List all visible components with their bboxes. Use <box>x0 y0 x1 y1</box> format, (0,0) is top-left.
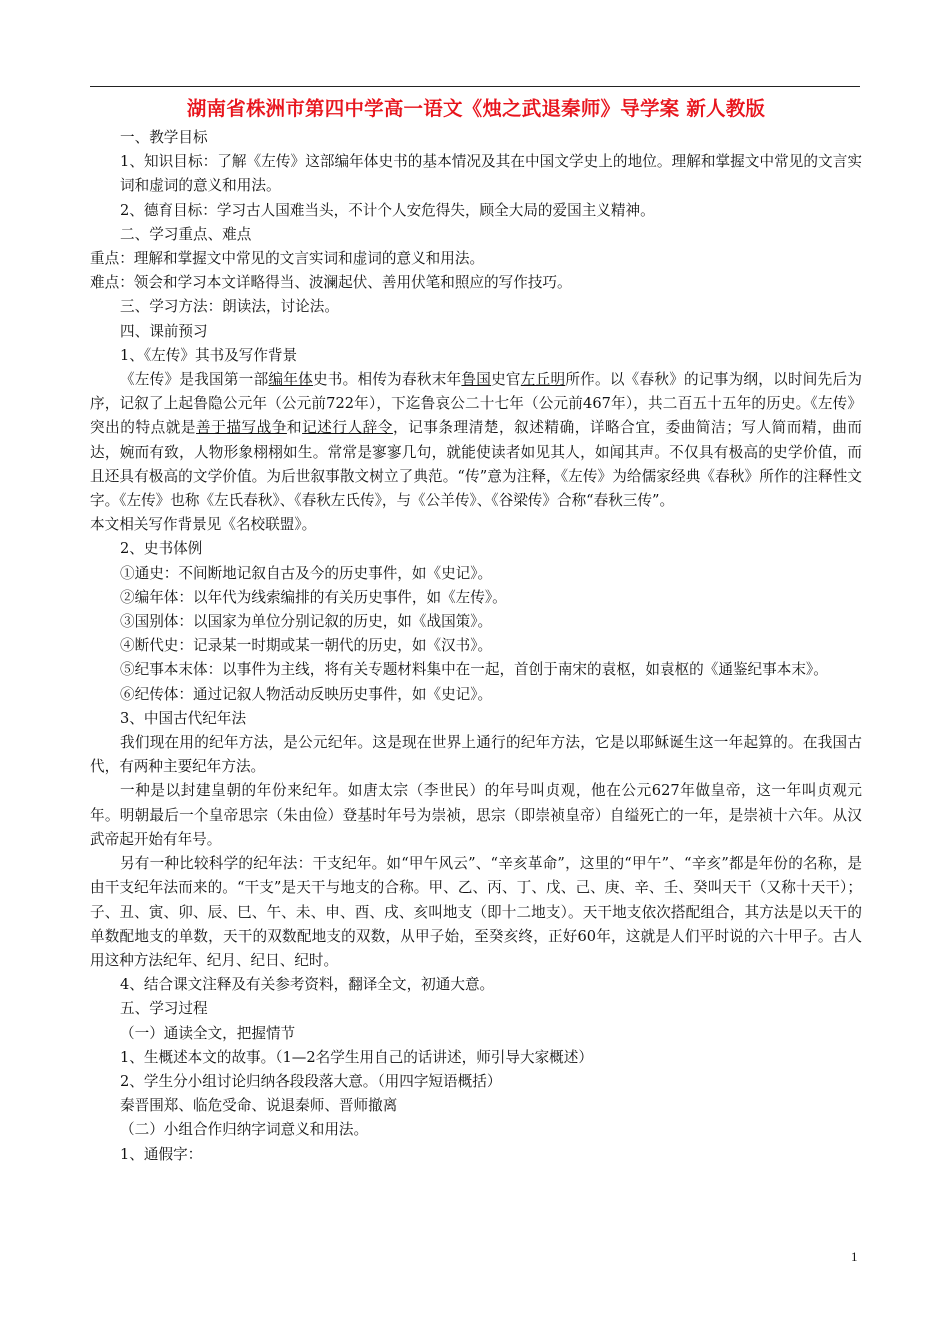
zuozhuan-text-f: ，记事条理清楚，叙述精确，详略合宜，委曲简洁；写人简而精，曲而达，婉而有致，人物形象栩栩如生。常常是寥寥几句，就能使读者如见其人，如闻其声。不仅具有极高的史学价值，而且还具有极高的文学价值。为后世叙事散文树立了典范。“传”意为注释，《左传》为给儒家经典《春秋》所作的注释性文字。《左传》也称《左氏春秋》、《春秋左氏传》，与《公羊传》、《谷梁传》合称“春秋三传”。 <box>90 419 862 510</box>
genre-item: ⑥纪传体：通过记叙人物活动反映历史事件，如《史记》。 <box>120 685 493 703</box>
genre-item: ①通史：不间断地记叙自古及今的历史事件，如《史记》。 <box>120 564 493 582</box>
process-item-1: 1、生概述本文的故事。（1—2名学生用自己的话讲述，师引导大家概述） <box>120 1048 593 1066</box>
process-part-2: （二）小组合作归纳字词意义和用法。 <box>120 1121 369 1139</box>
calendar-paragraph-1: 我们现在用的纪年方法，是公元纪年。这是现在世界上通行的纪年方法，它是以耶稣诞生这一年起算的。在我国古代，有两种主要纪年方法。 <box>90 734 862 776</box>
section-heading-goals: 一、教学目标 <box>120 129 208 146</box>
process-item-2: 2、学生分小组讨论归纳各段段落大意。（用四字短语概括） <box>120 1072 502 1090</box>
process-part-1: （一）通读全文，把握情节 <box>120 1024 296 1042</box>
document-title: 湖南省株洲市第四中学高一语文《烛之武退秦师》导学案 新人教版 <box>186 97 766 120</box>
zuozhuan-term-zuoqiuming: 左丘明 <box>520 371 566 389</box>
preview-sub-calendar: 3、中国古代纪年法 <box>120 709 247 727</box>
section-heading-key-points: 二、学习重点、难点 <box>120 225 252 243</box>
document-page <box>90 92 862 1167</box>
preview-sub-zuozhuan: 1、《左传》其书及写作背景 <box>120 346 298 364</box>
goal-knowledge <box>90 150 862 198</box>
zuozhuan-term-ciling: 记述行人辞令 <box>302 419 393 437</box>
difficult-point: 难点：领会和学习本文详略得当、波澜起伏、善用伏笔和照应的写作技巧。 <box>90 274 572 292</box>
section-heading-process: 五、学习过程 <box>120 1000 208 1018</box>
calendar-paragraph-2: 一种是以封建皇朝的年份来纪年。如唐太宗（李世民）的年号叫贞观，他在公元627年做皇帝，这一年叫贞观元年。明朝最后一个皇帝思宗（朱由俭）登基时年号为崇祯，思宗（即崇祯皇帝）自缢死亡的一年，是崇祯十六年。从汉武帝起开始有年号。 <box>90 782 862 848</box>
goal-moral: 2、德育目标：学习古人国难当头，不计个人安危得失，顾全大局的爱国主义精神。 <box>120 201 655 219</box>
preview-sub-genres: 2、史书体例 <box>120 540 203 558</box>
process-item-3: 1、通假字： <box>120 1145 203 1163</box>
section-heading-methods: 三、学习方法：朗读法，讨论法。 <box>120 298 339 316</box>
background-note: 本文相关写作背景见《名校联盟》。 <box>90 516 317 534</box>
page-number: 1 <box>851 1249 858 1264</box>
key-point: 重点：理解和掌握文中常见的文言实词和虚词的意义和用法。 <box>90 250 485 268</box>
genre-item: ⑤纪事本末体：以事件为主线，将有关专题材料集中在一起，首创于南宋的袁枢，如袁枢的《通鉴纪事本末》。 <box>120 661 828 679</box>
zuozhuan-term-luguo: 鲁国 <box>461 371 492 389</box>
zuozhuan-text-a: 《左传》是我国第一部 <box>120 371 269 389</box>
process-summary: 秦晋围郑、临危受命、说退秦师、晋师撤离 <box>120 1097 398 1115</box>
goal-knowledge-text: 1、知识目标：了解《左传》这部编年体史书的基本情况及其在中国文学史上的地位。理解和掌握文中常见的文言实词和虚词的意义和用法。 <box>120 153 862 195</box>
genre-item: ③国别体：以国家为单位分别记叙的历史，如《战国策》。 <box>120 613 493 631</box>
zuozhuan-text-e: 和 <box>286 419 303 437</box>
zuozhuan-paragraph <box>90 368 862 513</box>
calendar-paragraph-3: 另有一种比较科学的纪年法：干支纪年。如“甲午风云”、“辛亥革命”，这里的“甲午”、“辛亥”都是年份的名称，是由干支纪年法而来的。“干支”是天干与地支的合称。甲、乙、丙、丁、戊、己、庚、辛、壬、癸叫天干（又称十天干）；子、丑、寅、卯、辰、巳、午、未、申、酉、戌、亥叫地支（即十二地支）。天干地支依次搭配组合，其方法是以天干的单数配地支的单数，天干的双数配地支的双数，从甲子始，至癸亥终，正好60年，这就是人们平时说的六十甲子。古人用这种方法纪年、纪月、纪日、纪时。 <box>90 855 862 969</box>
header-rule <box>90 86 860 87</box>
preview-sub-translate: 4、结合课文注释及有关参考资料，翻译全文，初通大意。 <box>120 976 495 994</box>
zuozhuan-term-war: 善于描写战争 <box>196 419 287 437</box>
genre-item: ②编年体：以年代为线索编排的有关历史事件，如《左传》。 <box>120 588 507 606</box>
zuozhuan-term-biannianti: 编年体 <box>268 371 313 389</box>
genre-item: ④断代史：记录某一时期或某一朝代的历史，如《汉书》。 <box>120 637 493 655</box>
section-heading-preview: 四、课前预习 <box>120 322 208 340</box>
zuozhuan-text-d: 所作。以《春秋》的记事为纲，以时间先后为序，记叙了上起鲁隐公元年（公元前722年），下迄鲁哀公二十七年（公元前467年），共二百五十五年的历史。《左传》突出的特点就是 <box>90 371 862 437</box>
zuozhuan-text-c: 史官 <box>491 371 521 389</box>
zuozhuan-text-b: 史书。相传为春秋末年 <box>312 371 462 389</box>
